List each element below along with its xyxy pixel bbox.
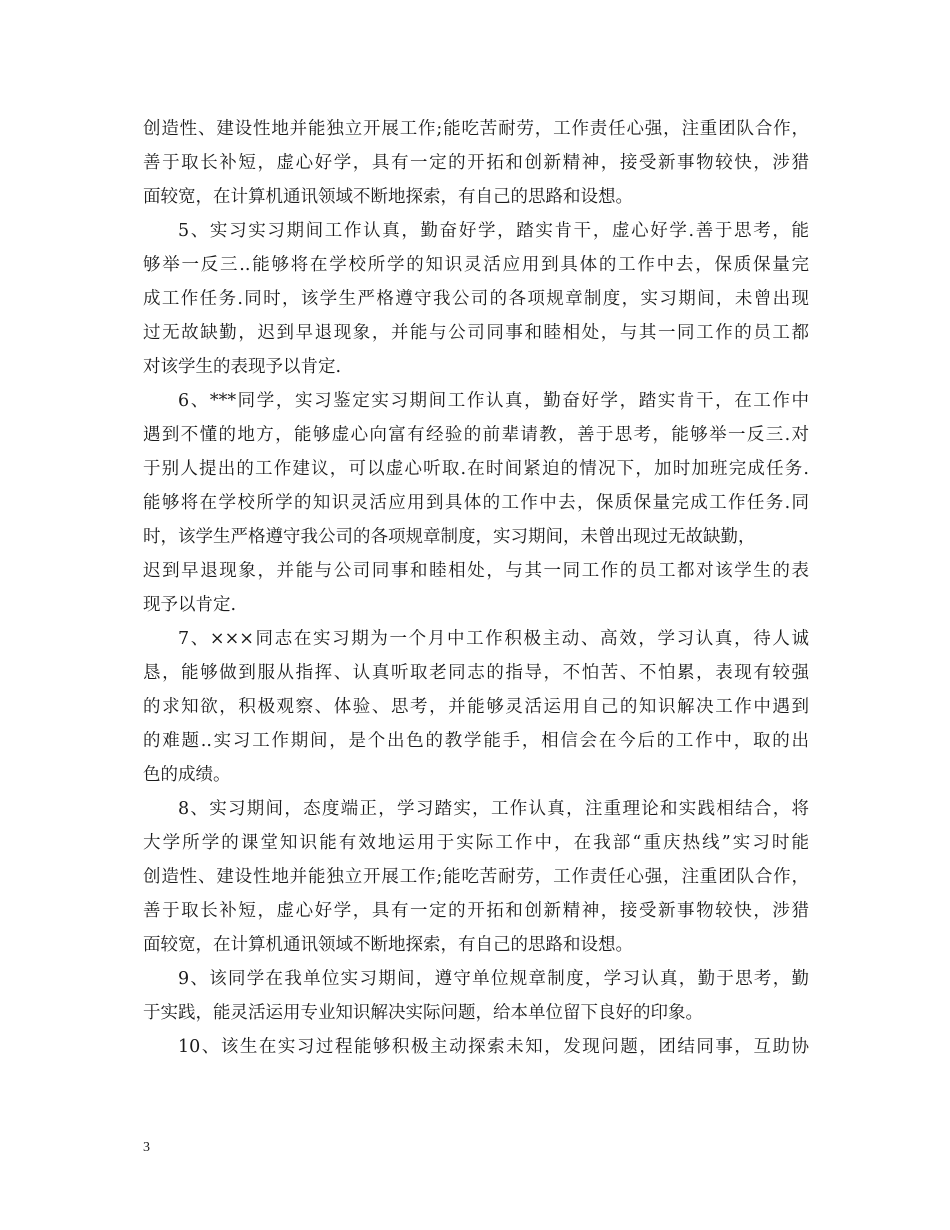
text-line: 创造性、建设性地并能独立开展工作;能吃苦耐劳，工作责任心强，注重团队合作， (143, 867, 809, 887)
document-body (143, 112, 809, 1064)
text-line: 对该学生的表现予以肯定. (143, 357, 342, 377)
text-line: 于实践，能灵活运用专业知识解决实际问题，给本单位留下良好的印象。 (143, 1003, 703, 1023)
text-line: 过无故缺勤，迟到早退现象，并能与公司同事和睦相处，与其一同工作的员工都 (143, 323, 809, 343)
text-line: 的求知欲，积极观察、体验、思考，并能够灵活运用自己的知识解决工作中遇到 (143, 697, 809, 717)
text-line: 5、实习实习期间工作认真，勤奋好学，踏实肯干，虚心好学.善于思考，能 (178, 221, 809, 241)
text-line: 色的成绩。 (143, 765, 231, 785)
text-line: 于别人提出的工作建议，可以虚心听取.在时间紧迫的情况下，加时加班完成任务. (143, 459, 809, 479)
text-line: 创造性、建设性地并能独立开展工作;能吃苦耐劳，工作责任心强，注重团队合作， (143, 119, 809, 139)
text-line: 成工作任务.同时，该学生严格遵守我公司的各项规章制度，实习期间，未曾出现 (143, 289, 809, 309)
text-line: 10、该生在实习过程能够积极主动探索未知，发现问题，团结同事，互助协 (178, 1037, 809, 1057)
text-line: 够举一反三..能够将在学校所学的知识灵活应用到具体的工作中去，保质保量完 (143, 255, 809, 275)
text-line: 的难题..实习工作期间，是个出色的教学能手，相信会在今后的工作中，取的出 (143, 731, 809, 751)
text-line: 大学所学的课堂知识能有效地运用于实际工作中，在我部“重庆热线”实习时能 (143, 833, 809, 853)
text-line: 面较宽，在计算机通讯领域不断地探索，有自己的思路和设想。 (143, 187, 633, 207)
text-line: 现予以肯定. (143, 595, 237, 615)
text-line: 8、实习期间，态度端正，学习踏实，工作认真，注重理论和实践相结合，将 (178, 799, 809, 819)
text-line: 9、该同学在我单位实习期间，遵守单位规章制度，学习认真，勤于思考，勤 (178, 969, 809, 989)
page-number: 3 (143, 1140, 150, 1155)
text-line: 恳，能够做到服从指挥、认真听取老同志的指导，不怕苦、不怕累，表现有较强 (143, 663, 809, 683)
text-line: 6、***同学，实习鉴定实习期间工作认真，勤奋好学，踏实肯干，在工作中 (178, 391, 809, 411)
text-line: 迟到早退现象，并能与公司同事和睦相处，与其一同工作的员工都对该学生的表 (143, 561, 809, 581)
text-line: 遇到不懂的地方，能够虚心向富有经验的前辈请教，善于思考，能够举一反三.对 (143, 425, 809, 445)
text-line: 能够将在学校所学的知识灵活应用到具体的工作中去，保质保量完成工作任务.同 (143, 493, 809, 513)
text-line: 时，该学生严格遵守我公司的各项规章制度，实习期间，未曾出现过无故缺勤， (143, 527, 756, 547)
text-line: 善于取长补短，虚心好学，具有一定的开拓和创新精神，接受新事物较快，涉猎 (143, 901, 809, 921)
text-line: 善于取长补短，虚心好学，具有一定的开拓和创新精神，接受新事物较快，涉猎 (143, 153, 809, 173)
text-line: 面较宽，在计算机通讯领域不断地探索，有自己的思路和设想。 (143, 935, 633, 955)
text-line: 7、×××同志在实习期为一个月中工作积极主动、高效，学习认真，待人诚 (178, 629, 809, 649)
